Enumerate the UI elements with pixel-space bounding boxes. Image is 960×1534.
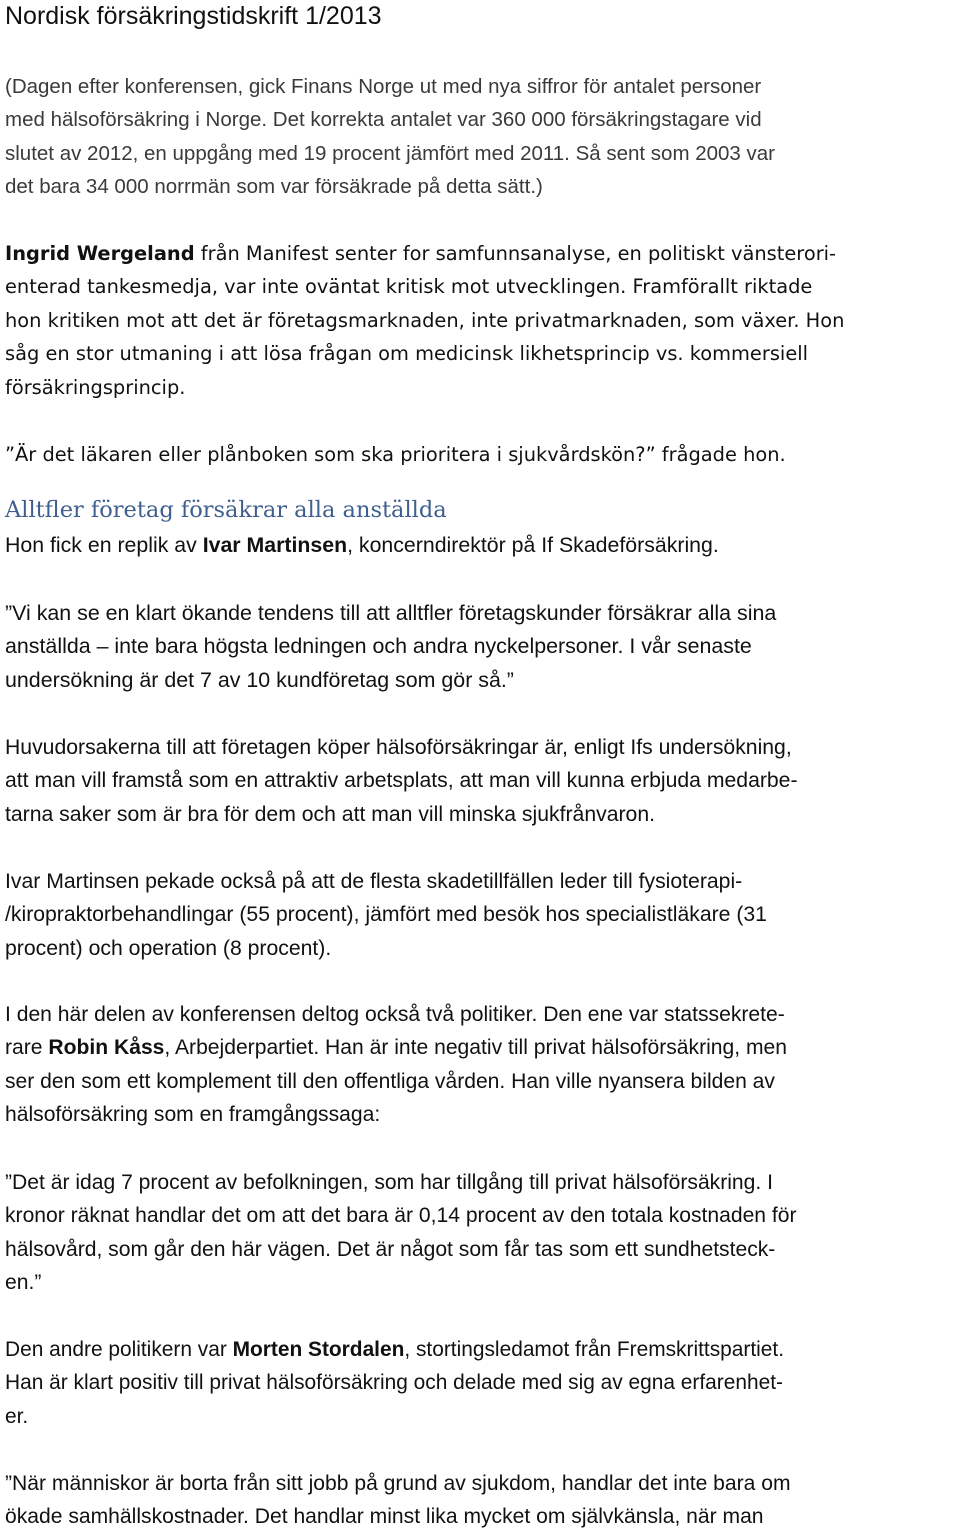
paragraph-line: kronor räknat handlar det om att det bara är 0,14 procent av den totala kostnaden för bbox=[5, 1204, 797, 1228]
paragraph-ivar-martinsen-intro bbox=[5, 529, 955, 562]
paragraph-line: ”När människor är borta från sitt jobb på grund av sjukdom, handlar det inte bara om bbox=[5, 1472, 791, 1495]
paragraph-line: slutet av 2012, en uppgång med 19 procent jämfört med 2011. Så sent som 2003 var bbox=[5, 141, 775, 165]
paragraph-line: med hälsoförsäkring i Norge. Det korrekta antalet var 360 000 försäkringstagare vid bbox=[5, 108, 762, 132]
paragraph-line: Huvudorsakerna till att företagen köper hälsoförsäkringar är, enligt Ifs undersökning, bbox=[5, 736, 792, 759]
paragraph-line: ”Vi kan se en klart ökande tendens till att alltfler företagskunder försäkrar alla sina bbox=[5, 601, 777, 625]
paragraph-line: ”Är det läkaren eller plånboken som ska prioritera i sjukvårdskön?” frågade hon. bbox=[5, 443, 786, 466]
quote-alltfler bbox=[5, 597, 955, 697]
paragraph-line: anställda – inte bara högsta ledningen och andra nyckelpersoner. I vår senaste bbox=[5, 634, 752, 659]
paragraph-line: (Dagen efter konferensen, gick Finans Norge ut med nya siffror för antalet personer bbox=[5, 75, 762, 98]
quote-befolkningen bbox=[5, 1166, 955, 1300]
line-text: rare bbox=[5, 1036, 49, 1060]
line-text: Den andre politikern var bbox=[5, 1338, 233, 1361]
paragraph-line: er. bbox=[5, 1404, 29, 1428]
paragraph-line: ökade samhällskostnader. Det handlar minst lika mycket om självkänsla, när man bbox=[5, 1505, 764, 1529]
quote-manniskor bbox=[5, 1467, 955, 1534]
paragraph-line: /kiropraktorbehandlingar (55 procent), jämfört med besök hos specialistläkare (31 bbox=[5, 903, 767, 927]
paragraph-line: en.” bbox=[5, 1271, 42, 1295]
paragraph-line bbox=[5, 1031, 955, 1064]
section-heading: Alltfler företag försäkrar alla anställda bbox=[5, 497, 447, 523]
person-name: Ingrid Wergeland bbox=[5, 242, 195, 265]
paragraph-politiker bbox=[5, 998, 955, 1132]
paragraph-line: undersökning är det 7 av 10 kundföretag som gör så.” bbox=[5, 667, 514, 692]
paragraph-finans-norge bbox=[5, 70, 955, 204]
paragraph-line: ”Det är idag 7 procent av befolkningen, som har tillgång till privat hälsoförsäkring. I bbox=[5, 1171, 773, 1194]
paragraph-line: Han är klart positiv till privat hälsoförsäkring och delade med sig av egna erfarenhet- bbox=[5, 1371, 783, 1395]
line-text: , stortingsledamot från Fremskrittspartiet. bbox=[404, 1338, 785, 1361]
paragraph-ingrid-wergeland bbox=[5, 237, 955, 404]
paragraph-line: att man vill framstå som en attraktiv arbetsplats, att man vill kunna erbjuda medarbe- bbox=[5, 769, 798, 793]
paragraph-line: hon kritiken mot att det är företagsmarknaden, inte privatmarknaden, som växer. Hon bbox=[5, 308, 845, 332]
quote-lakaren bbox=[5, 438, 955, 471]
paragraph-skadetillfallen bbox=[5, 865, 955, 965]
paragraph-line: procent) och operation (8 procent). bbox=[5, 936, 332, 960]
line-text: från Manifest senter for samfunnsanalyse, en politiskt vänsterori- bbox=[194, 242, 837, 265]
line-text: , Arbejderpartiet. Han är inte negativ till privat hälsoförsäkring, men bbox=[164, 1036, 787, 1060]
paragraph-line bbox=[5, 529, 955, 562]
paragraph-line: försäkringsprincip. bbox=[5, 375, 186, 399]
paragraph-line: tarna saker som är bra för dem och att man vill minska sjukfrånvaron. bbox=[5, 802, 656, 826]
paragraph-huvudorsakerna bbox=[5, 731, 955, 831]
paragraph-line: ser den som ett komplement till den offentliga vården. Han ville nyansera bilden av bbox=[5, 1069, 775, 1093]
paragraph-line: enterad tankesmedja, var inte oväntat kritisk mot utvecklingen. Framförallt riktade bbox=[5, 275, 813, 299]
paragraph-line: Ivar Martinsen pekade också på att de flesta skadetillfällen leder till fysioterapi- bbox=[5, 870, 743, 893]
paragraph-line: såg en stor utmaning i att lösa frågan om medicinsk likhetsprincip vs. kommersiell bbox=[5, 342, 809, 366]
person-name: Morten Stordalen bbox=[232, 1338, 405, 1361]
paragraph-line: hälsovård, som går den här vägen. Det är något som får tas som ett sundhetsteck- bbox=[5, 1237, 776, 1261]
paragraph-line: det bara 34 000 norrmän som var försäkrade på detta sätt.) bbox=[5, 175, 543, 199]
line-text: Hon fick en replik av bbox=[5, 533, 203, 557]
paragraph-line: hälsoförsäkring som en framgångssaga: bbox=[5, 1103, 381, 1127]
line-text: , koncerndirektör på If Skadeförsäkring. bbox=[347, 533, 719, 557]
paragraph-line bbox=[5, 237, 955, 270]
person-name: Ivar Martinsen bbox=[202, 533, 348, 557]
paragraph-line: I den här delen av konferensen deltog också två politiker. Den ene var statssekrete- bbox=[5, 1003, 785, 1026]
paragraph-line bbox=[5, 1333, 955, 1366]
paragraph-morten-stordalen bbox=[5, 1333, 955, 1433]
journal-title: Nordisk försäkringstidskrift 1/2013 bbox=[5, 2, 382, 30]
person-name: Robin Kåss bbox=[48, 1036, 165, 1060]
